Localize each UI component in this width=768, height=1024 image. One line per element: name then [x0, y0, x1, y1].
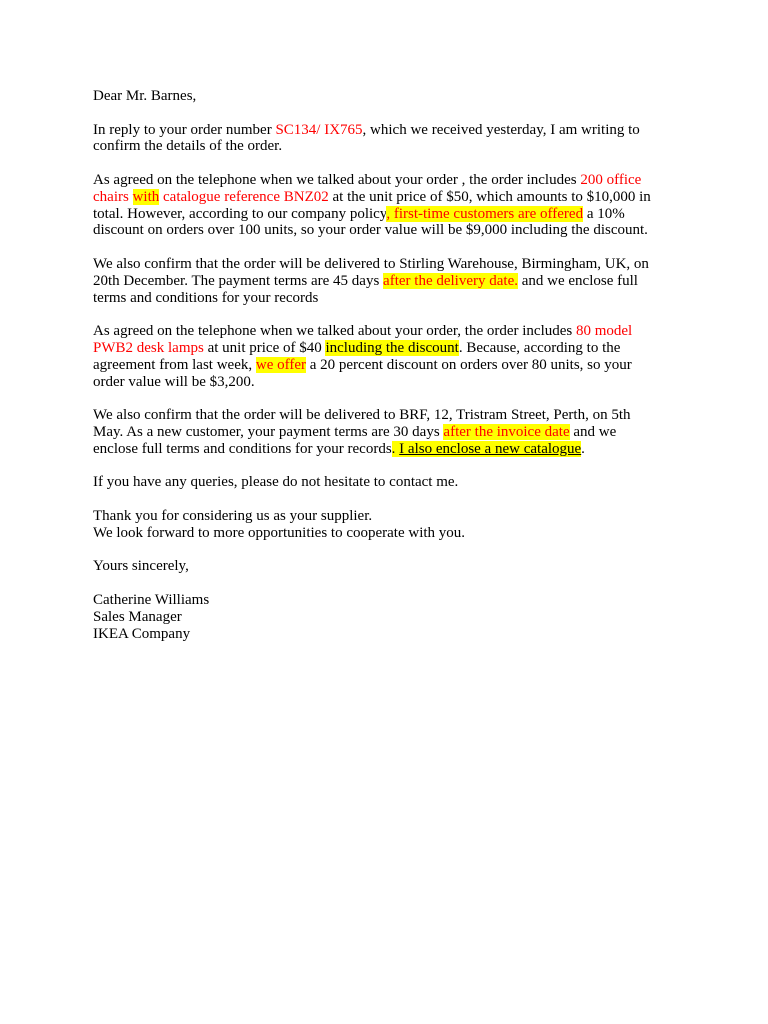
text-line	[93, 122, 651, 139]
text-segment: and we enclose full	[517, 272, 638, 289]
text-line	[93, 441, 651, 458]
text-segment: , which we received yesterday, I am writing to	[362, 121, 640, 138]
highlighted-text: catalogue reference BNZ02	[159, 188, 329, 205]
paragraph	[93, 592, 651, 642]
text-segment: a 10%	[583, 205, 625, 222]
text-segment: Catherine Williams	[93, 591, 210, 608]
text-segment: a 20 percent discount on orders over 80 units, so your	[305, 356, 632, 373]
text-segment: confirm the details of the order.	[93, 138, 283, 155]
text-segment: If you have any queries, please do not hesitate to contact me.	[93, 474, 459, 491]
letter-body	[93, 88, 651, 659]
text-segment: As agreed on the telephone when we talked about your order , the order includes	[93, 171, 581, 188]
text-segment: Yours sincerely,	[93, 558, 189, 575]
text-segment: and we	[569, 423, 617, 440]
text-line	[93, 609, 651, 626]
text-segment: . Because, according to the	[458, 339, 621, 356]
paragraph	[93, 323, 651, 390]
text-line	[93, 374, 651, 391]
paragraph	[93, 122, 651, 156]
text-segment: We also confirm that the order will be delivered to BRF, 12, Tristram Street, Perth, on 5th	[93, 407, 631, 424]
highlighted-text: PWB2 desk lamps	[93, 339, 204, 356]
paragraph	[93, 256, 651, 306]
highlighted-text: SC134/ IX765	[275, 121, 363, 138]
text-line	[93, 172, 651, 189]
text-segment: order value will be $3,200.	[93, 373, 255, 390]
text-segment: IKEA Company	[93, 625, 191, 642]
text-line	[93, 256, 651, 273]
highlighted-text: , first-time customers are offered	[386, 205, 584, 222]
text-line	[93, 626, 651, 643]
text-line	[93, 273, 651, 290]
highlighted-text: including the discount	[325, 339, 459, 356]
text-segment: As agreed on the telephone when we talked about your order, the order includes	[93, 323, 576, 340]
text-line	[93, 357, 651, 374]
text-segment: Thank you for considering us as your supplier.	[93, 507, 373, 524]
text-line	[93, 138, 651, 155]
text-segment: Sales Manager	[93, 608, 182, 625]
highlighted-text: after the delivery date.	[383, 272, 518, 289]
text-segment: We look forward to more opportunities to cooperate with you.	[93, 524, 466, 541]
text-segment: We also confirm that the order will be delivered to Stirling Warehouse, Birmingham, UK, on	[93, 255, 649, 272]
text-segment: May. As a new customer, your payment terms are 30 days	[93, 423, 444, 440]
text-segment: discount on orders over 100 units, so your order value will be $9,000 including the discount.	[93, 222, 648, 239]
text-segment: .	[581, 440, 585, 457]
text-line	[93, 407, 651, 424]
highlighted-text: chairs	[93, 188, 133, 205]
paragraph	[93, 474, 651, 491]
text-line	[93, 424, 651, 441]
text-line	[93, 206, 651, 223]
highlighted-text: with	[132, 188, 160, 205]
paragraph	[93, 172, 651, 239]
text-segment: at unit price of $40	[203, 339, 326, 356]
paragraph	[93, 88, 651, 105]
highlighted-text: .	[391, 440, 400, 457]
text-line	[93, 525, 651, 542]
text-line	[93, 558, 651, 575]
paragraph	[93, 558, 651, 575]
paragraph	[93, 407, 651, 457]
text-line	[93, 222, 651, 239]
text-segment: Dear Mr. Barnes,	[93, 88, 197, 104]
text-line	[93, 592, 651, 609]
paragraph	[93, 508, 651, 542]
text-segment: terms and conditions for your records	[93, 289, 319, 306]
text-segment: agreement from last week,	[93, 356, 256, 373]
highlighted-text: I also enclose a new catalogue	[399, 440, 582, 457]
text-segment: In reply to your order number	[93, 121, 276, 138]
text-line	[93, 340, 651, 357]
highlighted-text: after the invoice date	[443, 423, 570, 440]
highlighted-text: 80 model	[575, 323, 633, 340]
text-line	[93, 474, 651, 491]
text-line	[93, 88, 651, 105]
text-segment: 20th December. The payment terms are 45 days	[93, 272, 384, 289]
text-line	[93, 189, 651, 206]
text-line	[93, 290, 651, 307]
highlighted-text: 200 office	[580, 171, 642, 188]
text-line	[93, 323, 651, 340]
text-segment: total. However, according to our company policy	[93, 205, 387, 222]
text-segment: at the unit price of $50, which amounts to $10,000 in	[328, 188, 651, 205]
highlighted-text: we offer	[255, 356, 306, 373]
text-segment: enclose full terms and conditions for your records	[93, 440, 392, 457]
text-line	[93, 508, 651, 525]
